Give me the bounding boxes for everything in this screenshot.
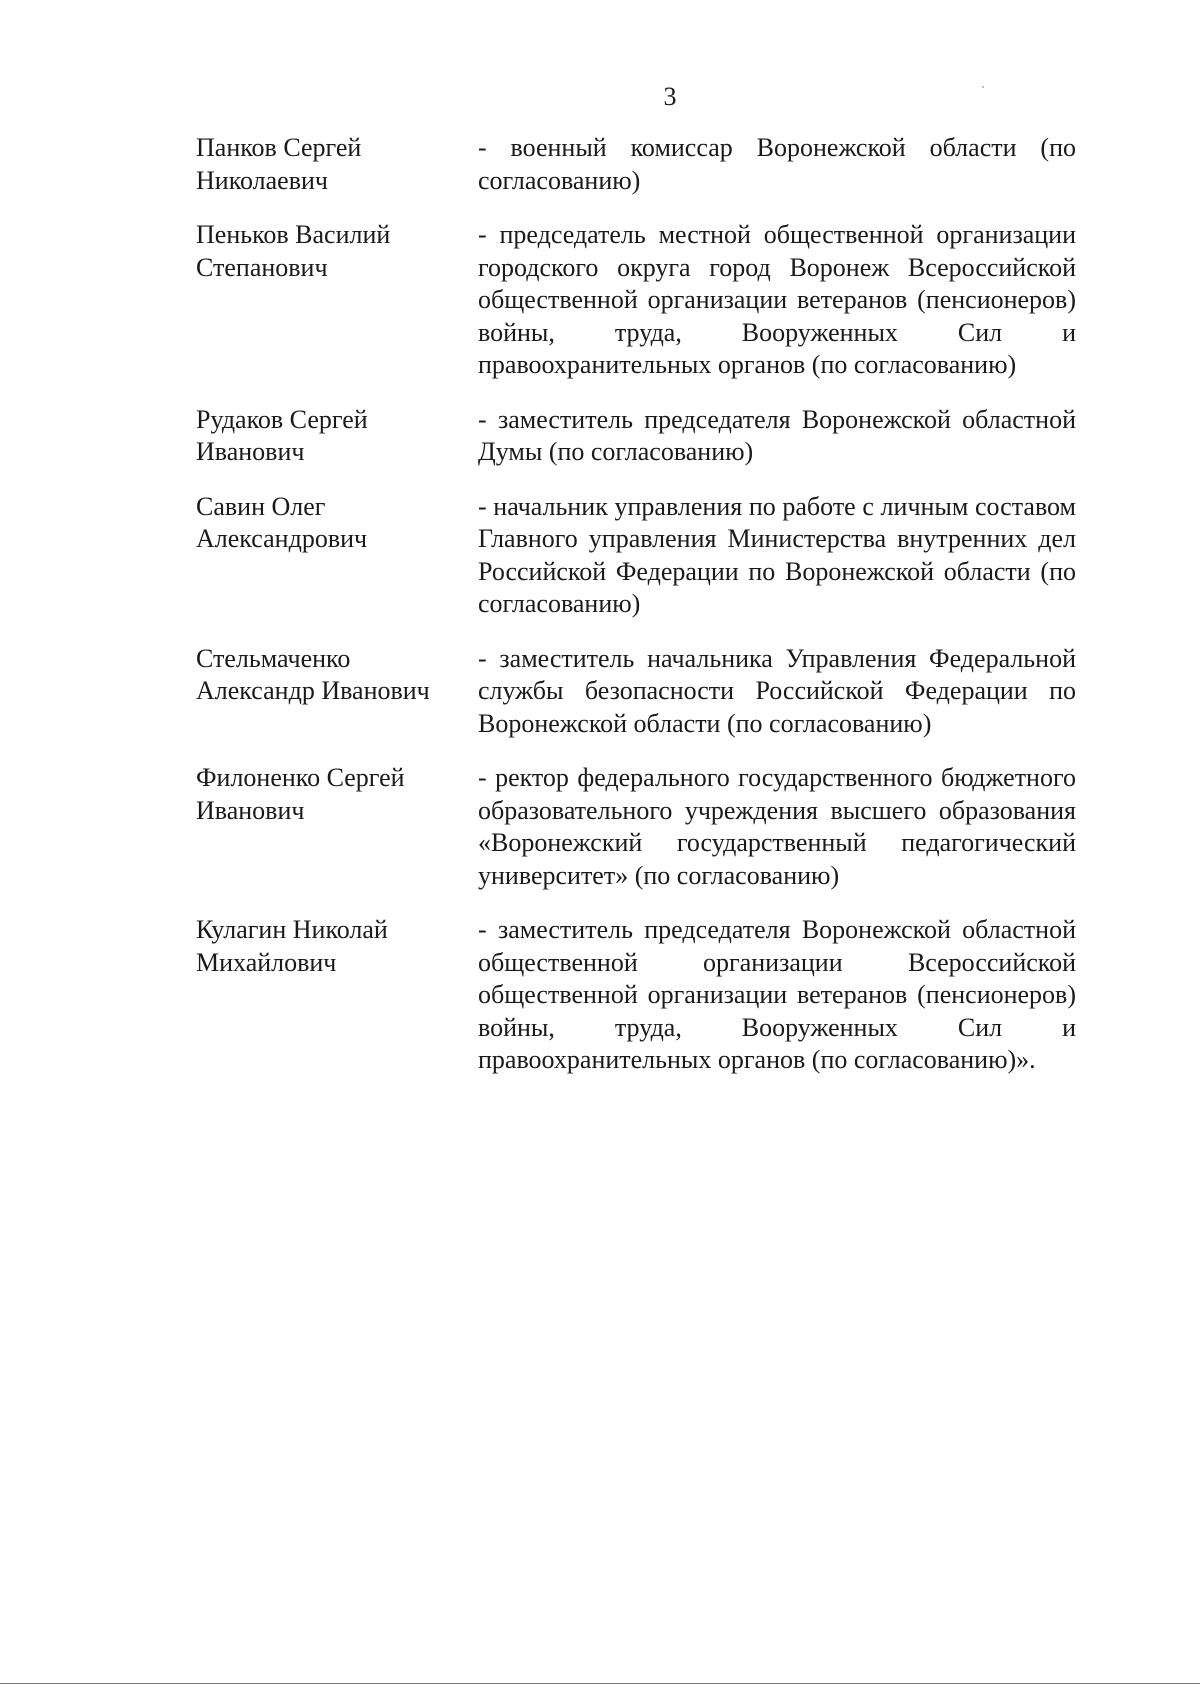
- member-position: - начальник управления по работе с личным составом Главного управления Министерства внутренних дел Российской Федерации по Воронежской области (по согласованию): [478, 491, 1076, 618]
- member-name: Панков Сергей Николаевич: [196, 133, 362, 195]
- member-name: Кулагин Николай Михайлович: [196, 915, 388, 977]
- member-entry: [196, 132, 1076, 197]
- member-entry: [196, 643, 1076, 741]
- member-name: Савин Олег Александрович: [196, 491, 368, 553]
- member-position: - военный комиссар Воронежской области (по согласованию): [478, 133, 1076, 195]
- member-name: Пеньков Василий Степанович: [196, 220, 391, 282]
- member-position: - заместитель председателя Воронежской областной общественной организации Всероссийской общественной организации ветеранов (пенсионеров) войны, труда, Вооруженных Сил и правоохранительных органов (по согласованию)».: [478, 915, 1076, 1074]
- member-name: Стельмаченко Александр Иванович: [196, 643, 430, 705]
- member-name: Рудаков Сергей Иванович: [196, 404, 368, 466]
- member-position: - заместитель председателя Воронежской областной Думы (по согласованию): [478, 404, 1076, 466]
- member-position: - ректор федерального государственного бюджетного образовательного учреждения высшего образования «Воронежский государственный педагогический университет» (по согласованию): [478, 763, 1076, 890]
- member-position: - председатель местной общественной организации городского округа город Воронеж Всероссийской общественной организации ветеранов (пенсионеров) войны, труда, Вооруженных Сил и правоохранительных органов (по согласованию): [478, 220, 1076, 379]
- member-name: Филоненко Сергей Иванович: [196, 763, 405, 825]
- member-entry: [196, 914, 1076, 1077]
- scan-artifact-dot: [982, 86, 984, 88]
- member-entry: [196, 219, 1076, 382]
- commission-member-list: [196, 132, 1076, 1077]
- member-entry: [196, 762, 1076, 892]
- member-entry: [196, 491, 1076, 621]
- page-number: 3: [663, 82, 677, 111]
- scan-edge-line: [0, 1683, 1200, 1684]
- member-position: - заместитель начальника Управления Федеральной службы безопасности Российской Федерации по Воронежской области (по согласованию): [478, 643, 1076, 738]
- member-entry: [196, 404, 1076, 469]
